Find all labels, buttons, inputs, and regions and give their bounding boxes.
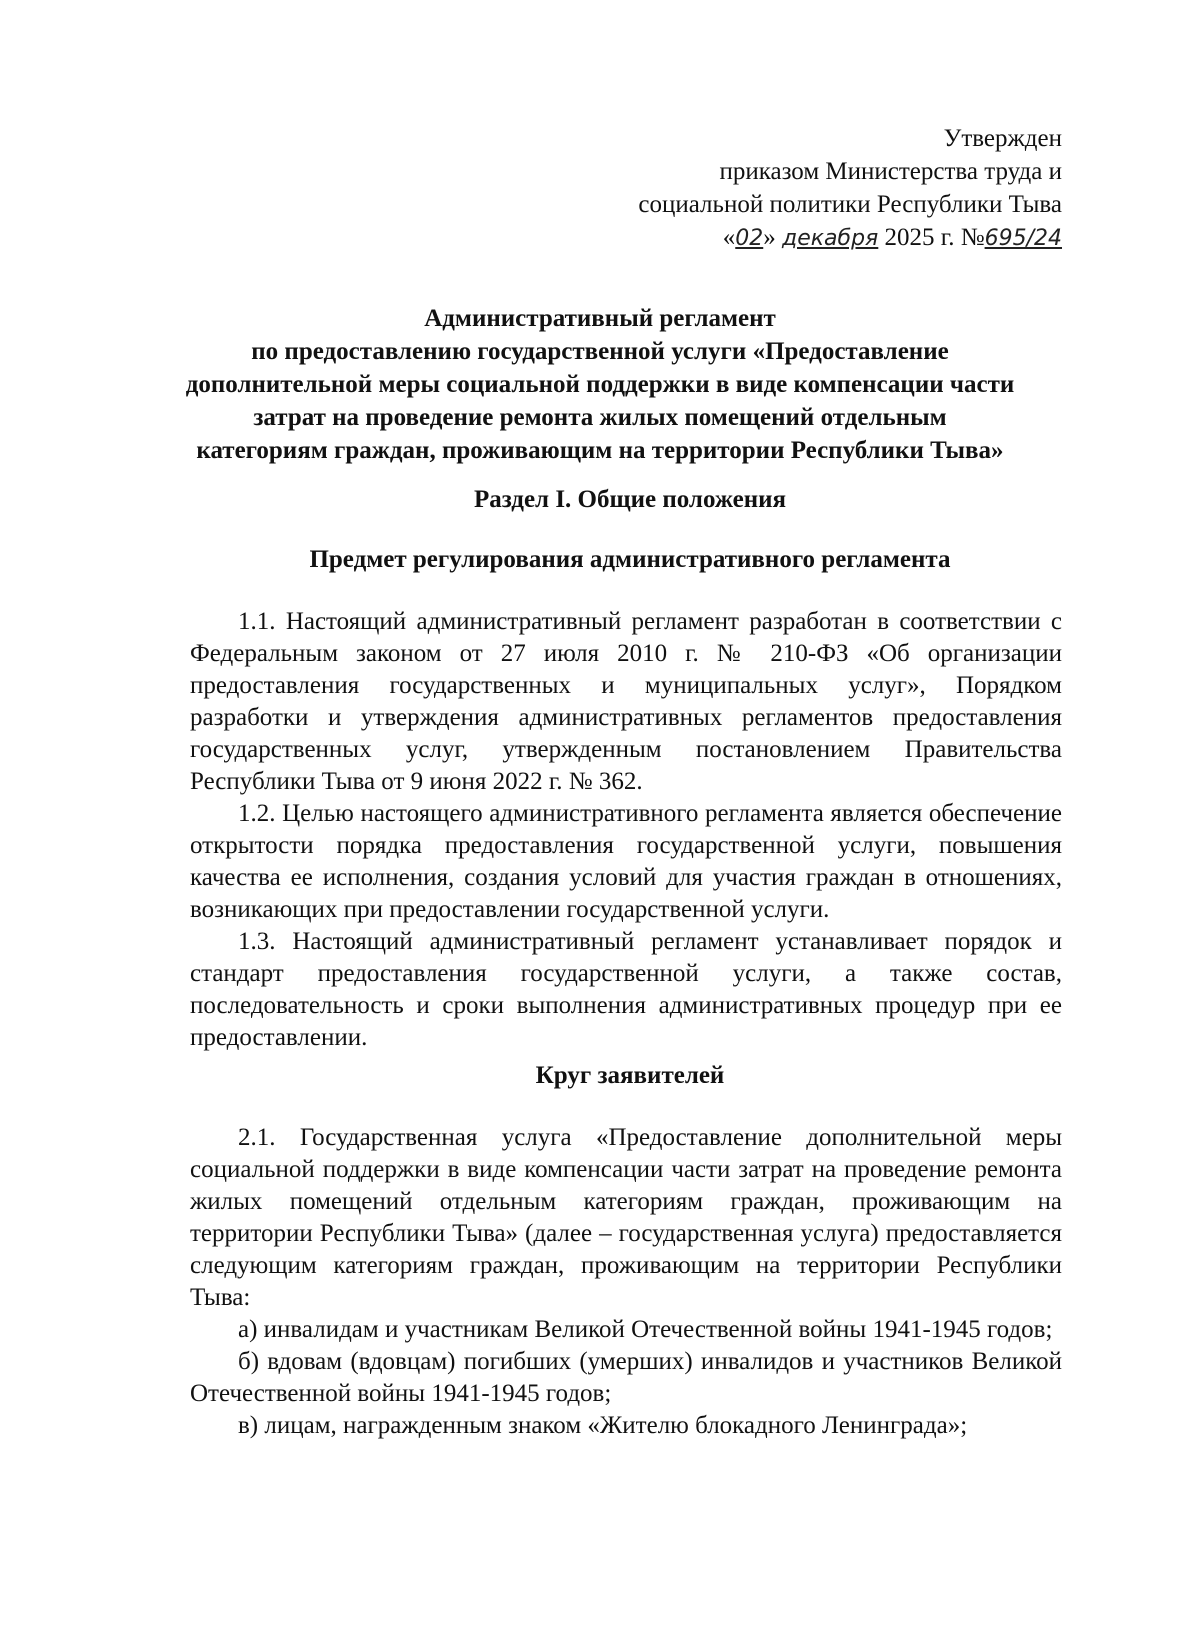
- applicants-paragraphs: [190, 1122, 1062, 1442]
- approval-line-ministry: социальной политики Республики Тыва: [638, 191, 1062, 218]
- approval-date-line: [638, 221, 1062, 255]
- approval-block: [638, 122, 1062, 255]
- title-line: затрат на проведение ремонта жилых помещений отдельным: [253, 404, 947, 431]
- handwritten-order-number: 695/24: [984, 226, 1062, 251]
- list-item-v: в) лицам, награжденным знаком «Жителю блокадного Ленинграда»;: [238, 1412, 968, 1439]
- handwritten-day: 02: [735, 226, 764, 251]
- section-heading: Раздел I. Общие положения: [473, 486, 787, 513]
- date-quote-open: «: [722, 224, 736, 251]
- subsection-heading: Предмет регулирования административного регламента: [309, 546, 951, 573]
- title-line: дополнительной меры социальной поддержки в виде компенсации части: [185, 371, 1015, 398]
- paragraph-1-3: 1.3. Настоящий административный регламент устанавливает порядок и стандарт предоставления государственной услуги, а также состав, последовательность и сроки выполнения административных процедур при ее предоставлении.: [190, 928, 1062, 1051]
- applicants-heading: Круг заявителей: [535, 1062, 725, 1089]
- paragraph-1-1: 1.1. Настоящий административный регламент разработан в соответствии с Федеральным законом от 27 июля 2010 г. № 210-ФЗ «Об организации предоставления государственных и муниципальных услуг», Порядком разработки и утверждения административных регламентов предоставления государственных услуг, утвержденным постановлением Правительства Республики Тыва от 9 июня 2022 г. № 362.: [190, 608, 1062, 795]
- approval-line-order: приказом Министерства труда и: [719, 158, 1062, 185]
- paragraph-1-2: 1.2. Целью настоящего административного регламента является обеспечение открытости порядка предоставления государственной услуги, повышения качества ее исполнения, создания условий для участия граждан в отношениях, возникающих при предоставлении государственной услуги.: [190, 800, 1062, 923]
- approval-line-approved: Утвержден: [943, 125, 1062, 152]
- title-line: категориям граждан, проживающим на территории Республики Тыва»: [196, 437, 1004, 464]
- title-line: по предоставлению государственной услуги «Предоставление: [251, 338, 949, 365]
- date-year: 2025 г. №: [878, 224, 985, 251]
- list-item-a: а) инвалидам и участникам Великой Отечественной войны 1941-1945 годов;: [238, 1316, 1053, 1343]
- date-quote-close: »: [763, 224, 782, 251]
- document-title: [150, 302, 1050, 467]
- section1-paragraphs: [190, 606, 1062, 1054]
- paragraph-2-1: 2.1. Государственная услуга «Предоставление дополнительной меры социальной поддержки в виде компенсации части затрат на проведение ремонта жилых помещений отдельным категориям граждан, проживающим на территории Республики Тыва» (далее – государственная услуга) предоставляется следующим категориям граждан, проживающим на территории Республики Тыва:: [190, 1124, 1062, 1311]
- title-line: Административный регламент: [424, 305, 776, 332]
- handwritten-month: декабря: [782, 226, 879, 251]
- list-item-b: б) вдовам (вдовцам) погибших (умерших) инвалидов и участников Великой Отечественной войны 1941-1945 годов;: [190, 1348, 1062, 1407]
